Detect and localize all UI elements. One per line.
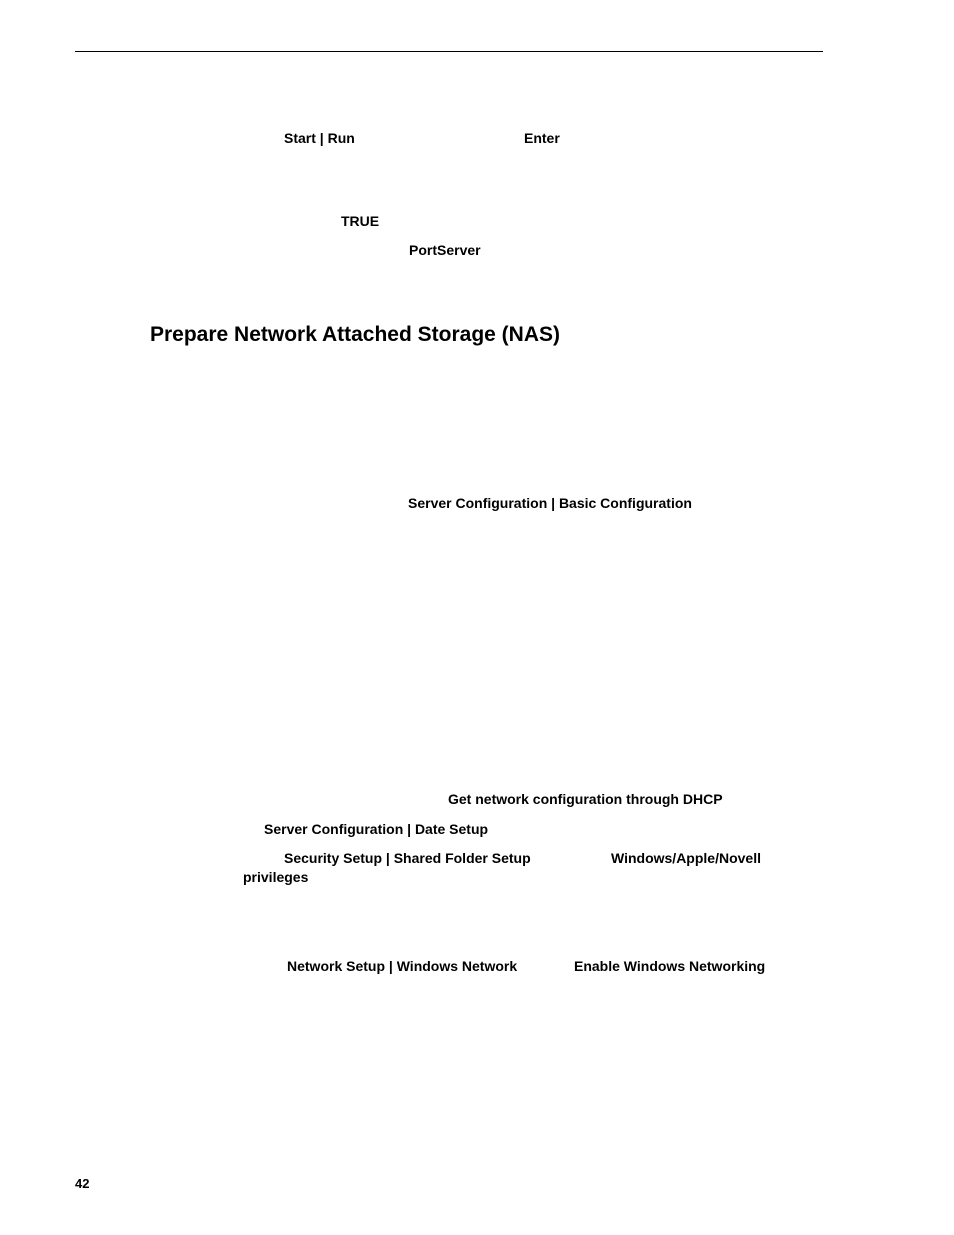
menu-path-basic-configuration: Server Configuration | Basic Configuration <box>408 495 692 511</box>
option-enable-windows-networking: Enable Windows Networking <box>574 958 766 974</box>
menu-path-shared-folder-setup: Security Setup | Shared Folder Setup <box>284 850 531 866</box>
section-heading: Prepare Network Attached Storage (NAS) <box>150 323 560 346</box>
term-privileges: privileges <box>243 869 309 885</box>
header-rule <box>75 51 823 52</box>
menu-path-windows-network: Network Setup | Windows Network <box>287 958 518 974</box>
page-number: 42 <box>75 1176 90 1191</box>
option-windows-apple-novell: Windows/Apple/Novell <box>611 850 761 866</box>
menu-path-start-run: Start | Run <box>284 130 355 146</box>
term-portserver: PortServer <box>409 242 481 258</box>
key-enter: Enter <box>524 130 560 146</box>
value-true: TRUE <box>341 213 380 229</box>
option-dhcp: Get network configuration through DHCP <box>448 791 723 807</box>
menu-path-date-setup: Server Configuration | Date Setup <box>264 821 489 837</box>
